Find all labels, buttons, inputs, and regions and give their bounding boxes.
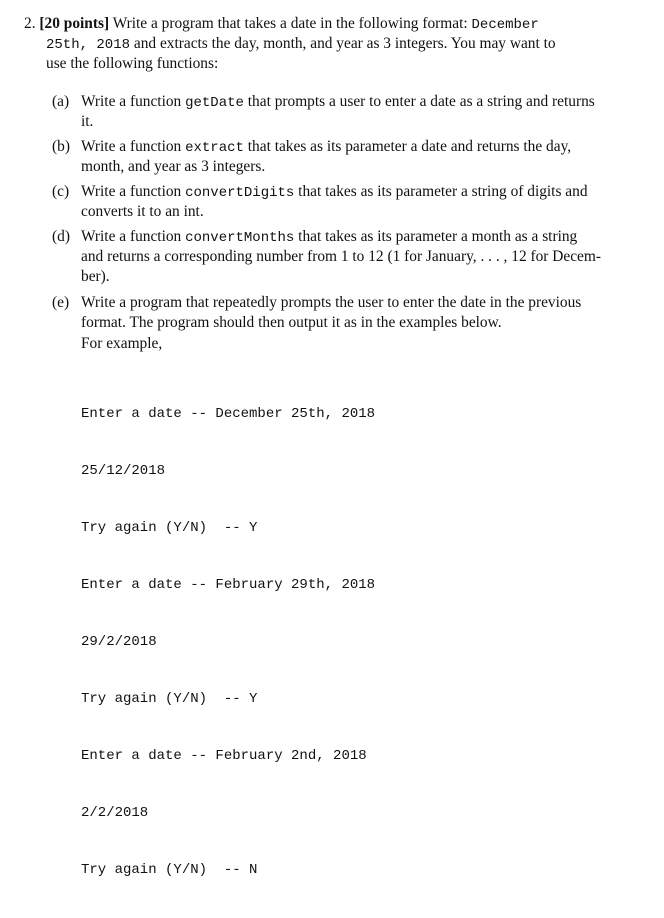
- question-text-1: Write a program that takes a date in the following format:: [112, 15, 468, 32]
- example-line: 25/12/2018: [81, 463, 166, 479]
- part-e-line-1: Write a program that repeatedly prompts the user to enter the date in the previous: [81, 294, 582, 311]
- part-d-text-pre: Write a function: [81, 228, 182, 245]
- example-line: Enter a date -- February 2nd, 2018: [81, 748, 367, 764]
- part-b-code: extract: [185, 140, 244, 156]
- part-a-text-post: that prompts a user to enter a date as a string and returns: [247, 93, 595, 110]
- part-a-line-1: [81, 92, 595, 113]
- part-e-label: (e): [52, 294, 70, 311]
- part-e-line-3: For example,: [81, 335, 163, 352]
- part-b-text-pre: Write a function: [81, 138, 182, 155]
- example-line: Try again (Y/N) -- Y: [81, 691, 258, 707]
- example-line: Enter a date -- February 29th, 2018: [81, 577, 376, 593]
- part-d-line-2: and returns a corresponding number from 1 to 12 (1 for January, . . . , 12 for Decem-: [81, 248, 601, 265]
- question-line-3: use the following functions:: [46, 55, 219, 72]
- part-d-code: convertMonths: [185, 230, 295, 246]
- question-number: 2.: [24, 15, 36, 32]
- part-b-line-2: month, and year as 3 integers.: [81, 158, 266, 175]
- part-d-line-1: [81, 227, 577, 248]
- example-line: 29/2/2018: [81, 634, 157, 650]
- part-a-text-pre: Write a function: [81, 93, 182, 110]
- example-line: Try again (Y/N) -- Y: [81, 520, 258, 536]
- example-output: [81, 367, 375, 918]
- part-c-line-1: [81, 182, 588, 203]
- question-text-2: and extracts the day, month, and year as 3 integers. You may want to: [133, 35, 556, 52]
- question-format-code-a: December: [471, 17, 539, 33]
- part-e-line-2: format. The program should then output it as in the examples below.: [81, 314, 502, 331]
- part-d-text-post: that takes as its parameter a month as a string: [298, 228, 578, 245]
- example-line: Enter a date -- December 25th, 2018: [81, 406, 376, 422]
- example-line: Try again (Y/N) -- N: [81, 862, 258, 878]
- question-line-1: [24, 14, 640, 35]
- question-points: [20 points]: [39, 15, 110, 32]
- part-b-line-1: [81, 137, 571, 158]
- example-line: 2/2/2018: [81, 805, 149, 821]
- part-b-text-post: that takes as its parameter a date and returns the day,: [247, 138, 572, 155]
- part-c-label: (c): [52, 183, 70, 200]
- part-c-text-post: that takes as its parameter a string of digits and: [298, 183, 588, 200]
- part-d-line-3: ber).: [81, 268, 110, 285]
- part-b-label: (b): [52, 138, 70, 155]
- part-a-label: (a): [52, 93, 70, 110]
- part-c-text-pre: Write a function: [81, 183, 182, 200]
- question-line-2: [46, 34, 556, 55]
- part-a-line-2: it.: [81, 113, 94, 130]
- part-c-code: convertDigits: [185, 185, 295, 201]
- part-d-label: (d): [52, 228, 70, 245]
- part-c-line-2: converts it to an int.: [81, 203, 204, 220]
- question-format-code-b: 25th, 2018: [46, 37, 131, 53]
- part-a-code: getDate: [185, 95, 244, 111]
